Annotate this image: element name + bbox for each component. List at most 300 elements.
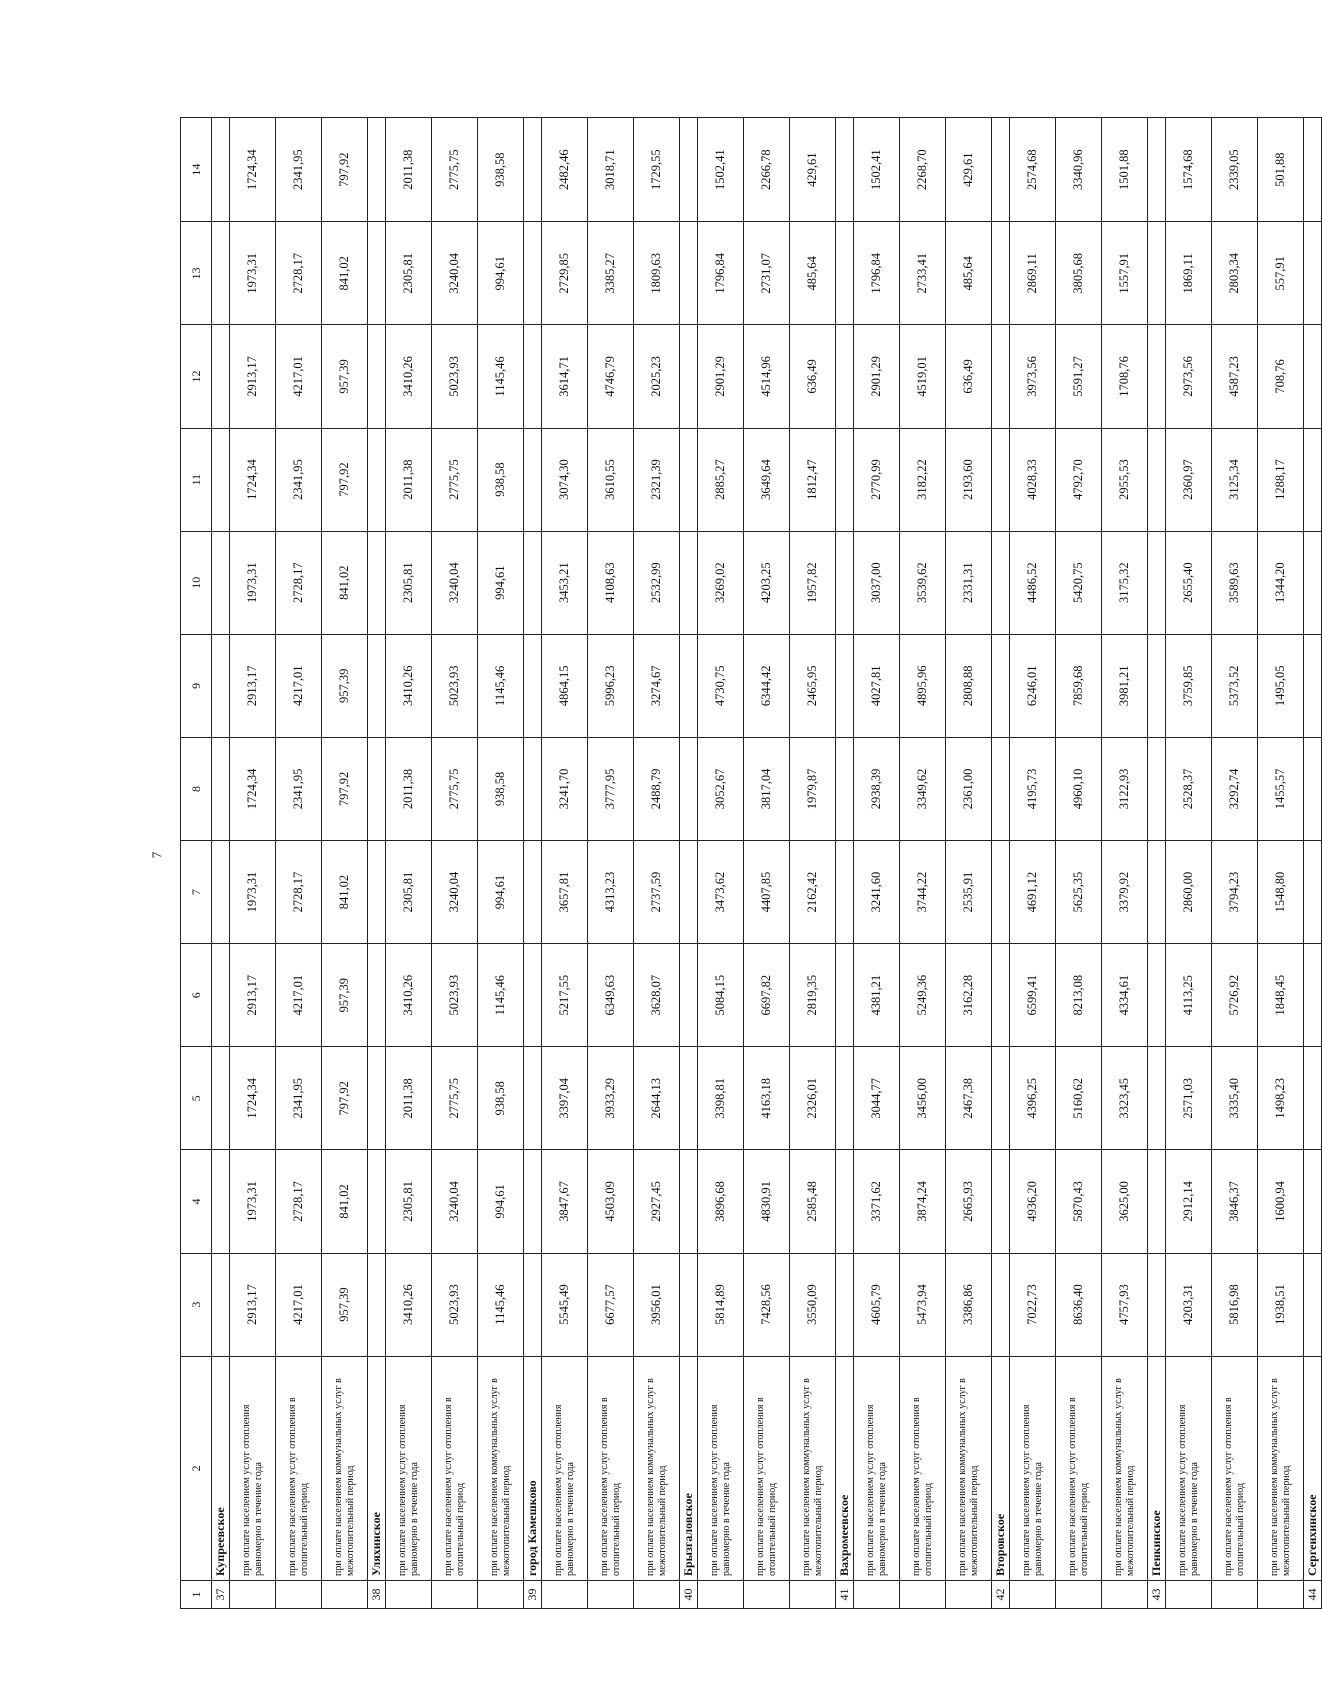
value-cell: 1848,45 bbox=[1258, 944, 1304, 1047]
value-cell: 2305,81 bbox=[386, 841, 432, 944]
column-header: 12 bbox=[181, 325, 212, 428]
value-cell: 841,02 bbox=[322, 222, 368, 325]
empty-cell bbox=[1148, 325, 1166, 428]
empty-cell bbox=[542, 1580, 588, 1608]
value-cell: 5420,75 bbox=[1056, 531, 1102, 634]
value-cell: 3335,40 bbox=[1212, 1047, 1258, 1150]
row-description: при оплате населением услуг отопления в отопительный период bbox=[432, 1356, 478, 1580]
empty-cell bbox=[836, 841, 854, 944]
value-cell: 3371,62 bbox=[854, 1150, 900, 1253]
group-row bbox=[212, 118, 230, 1609]
empty-cell bbox=[900, 1580, 946, 1608]
value-cell: 1145,46 bbox=[478, 944, 524, 1047]
value-cell: 2728,17 bbox=[276, 531, 322, 634]
value-cell: 2321,39 bbox=[634, 428, 680, 531]
value-cell: 1557,91 bbox=[1102, 222, 1148, 325]
settlement-name: Уляхинское bbox=[368, 1356, 386, 1580]
value-cell: 3874,24 bbox=[900, 1150, 946, 1253]
row-description: при оплате населением услуг отопления в отопительный период bbox=[1056, 1356, 1102, 1580]
empty-cell bbox=[1148, 428, 1166, 531]
empty-cell bbox=[1010, 1580, 1056, 1608]
value-cell: 3956,01 bbox=[634, 1253, 680, 1356]
value-cell: 5023,93 bbox=[432, 325, 478, 428]
empty-cell bbox=[680, 1253, 698, 1356]
group-number: 44 bbox=[1304, 1580, 1322, 1608]
value-cell: 5996,23 bbox=[588, 634, 634, 737]
group-row bbox=[836, 118, 854, 1609]
value-cell: 429,61 bbox=[790, 118, 836, 222]
value-cell: 4514,96 bbox=[744, 325, 790, 428]
value-cell: 4792,70 bbox=[1056, 428, 1102, 531]
value-cell: 4936,20 bbox=[1010, 1150, 1056, 1253]
value-cell: 797,92 bbox=[322, 428, 368, 531]
settlement-name: Второвское bbox=[992, 1356, 1010, 1580]
value-cell: 636,49 bbox=[790, 325, 836, 428]
empty-cell bbox=[854, 1580, 900, 1608]
empty-cell bbox=[836, 1047, 854, 1150]
value-cell: 957,39 bbox=[322, 944, 368, 1047]
value-cell: 2360,97 bbox=[1166, 428, 1212, 531]
column-header: 7 bbox=[181, 841, 212, 944]
page-number: 7 bbox=[149, 851, 164, 859]
value-cell: 841,02 bbox=[322, 841, 368, 944]
value-cell: 3240,04 bbox=[432, 531, 478, 634]
value-cell: 2775,75 bbox=[432, 1047, 478, 1150]
empty-cell bbox=[992, 222, 1010, 325]
column-header: 10 bbox=[181, 531, 212, 634]
value-cell: 2341,95 bbox=[276, 428, 322, 531]
table-row bbox=[588, 118, 634, 1609]
empty-cell bbox=[524, 944, 542, 1047]
empty-cell bbox=[992, 1150, 1010, 1253]
column-header: 14 bbox=[181, 118, 212, 222]
value-cell: 3398,81 bbox=[698, 1047, 744, 1150]
value-cell: 4027,81 bbox=[854, 634, 900, 737]
value-cell: 3973,56 bbox=[1010, 325, 1056, 428]
value-cell: 2728,17 bbox=[276, 841, 322, 944]
empty-cell bbox=[588, 1580, 634, 1608]
table-row bbox=[900, 118, 946, 1609]
value-cell: 6344,42 bbox=[744, 634, 790, 737]
row-description: при оплате населением услуг отопления равномерно в течение года bbox=[542, 1356, 588, 1580]
value-cell: 501,88 bbox=[1258, 118, 1304, 222]
empty-cell bbox=[524, 737, 542, 840]
row-description: при оплате населением услуг отопления в отопительный период bbox=[588, 1356, 634, 1580]
value-cell: 4895,96 bbox=[900, 634, 946, 737]
value-cell: 2268,70 bbox=[900, 118, 946, 222]
value-cell: 5816,98 bbox=[1212, 1253, 1258, 1356]
column-header: 9 bbox=[181, 634, 212, 737]
value-cell: 3817,04 bbox=[744, 737, 790, 840]
empty-cell bbox=[1056, 1580, 1102, 1608]
row-description: при оплате населением коммунальных услуг в межотопительный период bbox=[322, 1356, 368, 1580]
value-cell: 1796,84 bbox=[854, 222, 900, 325]
row-description: при оплате населением услуг отопления в отопительный период bbox=[900, 1356, 946, 1580]
value-cell: 1501,88 bbox=[1102, 118, 1148, 222]
tariff-table bbox=[180, 117, 1322, 1609]
value-cell: 797,92 bbox=[322, 118, 368, 222]
group-number: 43 bbox=[1148, 1580, 1166, 1608]
empty-cell bbox=[478, 1580, 524, 1608]
value-cell: 2361,00 bbox=[946, 737, 992, 840]
value-cell: 3397,04 bbox=[542, 1047, 588, 1150]
value-cell: 1145,46 bbox=[478, 1253, 524, 1356]
value-cell: 4217,01 bbox=[276, 944, 322, 1047]
value-cell: 2860,00 bbox=[1166, 841, 1212, 944]
value-cell: 1729,55 bbox=[634, 118, 680, 222]
value-cell: 2775,75 bbox=[432, 428, 478, 531]
value-cell: 1938,51 bbox=[1258, 1253, 1304, 1356]
value-cell: 2808,88 bbox=[946, 634, 992, 737]
empty-cell bbox=[368, 1253, 386, 1356]
settlement-name: Пенкинское bbox=[1148, 1356, 1166, 1580]
value-cell: 3037,00 bbox=[854, 531, 900, 634]
value-cell: 3933,29 bbox=[588, 1047, 634, 1150]
value-cell: 1724,34 bbox=[230, 737, 276, 840]
empty-cell bbox=[680, 634, 698, 737]
empty-cell bbox=[432, 1580, 478, 1608]
settlement-name: Купреевское bbox=[212, 1356, 230, 1580]
value-cell: 1344,20 bbox=[1258, 531, 1304, 634]
empty-cell bbox=[680, 325, 698, 428]
settlement-name: Брызгаловское bbox=[680, 1356, 698, 1580]
table-row bbox=[542, 118, 588, 1609]
row-description: при оплате населением коммунальных услуг в межотопительный период bbox=[790, 1356, 836, 1580]
value-cell: 3589,63 bbox=[1212, 531, 1258, 634]
column-header: 13 bbox=[181, 222, 212, 325]
empty-cell bbox=[524, 531, 542, 634]
value-cell: 994,61 bbox=[478, 222, 524, 325]
value-cell: 2025,23 bbox=[634, 325, 680, 428]
value-cell: 2011,38 bbox=[386, 118, 432, 222]
empty-cell bbox=[368, 634, 386, 737]
value-cell: 636,49 bbox=[946, 325, 992, 428]
empty-cell bbox=[368, 325, 386, 428]
group-number: 42 bbox=[992, 1580, 1010, 1608]
empty-cell bbox=[992, 325, 1010, 428]
row-description: при оплате населением услуг отопления равномерно в течение года bbox=[854, 1356, 900, 1580]
value-cell: 1455,57 bbox=[1258, 737, 1304, 840]
group-row bbox=[1148, 118, 1166, 1609]
empty-cell bbox=[524, 634, 542, 737]
empty-cell bbox=[992, 634, 1010, 737]
row-description: при оплате населением услуг отопления равномерно в течение года bbox=[698, 1356, 744, 1580]
value-cell: 3240,04 bbox=[432, 841, 478, 944]
value-cell: 994,61 bbox=[478, 1150, 524, 1253]
value-cell: 3649,64 bbox=[744, 428, 790, 531]
value-cell: 2341,95 bbox=[276, 737, 322, 840]
value-cell: 1724,34 bbox=[230, 1047, 276, 1150]
settlement-name: Сергеихинское bbox=[1304, 1356, 1322, 1580]
value-cell: 6349,63 bbox=[588, 944, 634, 1047]
value-cell: 3240,04 bbox=[432, 222, 478, 325]
value-cell: 5023,93 bbox=[432, 944, 478, 1047]
empty-cell bbox=[524, 1047, 542, 1150]
value-cell: 5473,94 bbox=[900, 1253, 946, 1356]
group-number: 37 bbox=[212, 1580, 230, 1608]
value-cell: 4757,93 bbox=[1102, 1253, 1148, 1356]
value-cell: 4108,63 bbox=[588, 531, 634, 634]
empty-cell bbox=[1304, 944, 1322, 1047]
empty-cell bbox=[524, 841, 542, 944]
empty-cell bbox=[1304, 1253, 1322, 1356]
empty-cell bbox=[276, 1580, 322, 1608]
value-cell: 4396,25 bbox=[1010, 1047, 1056, 1150]
value-cell: 5625,35 bbox=[1056, 841, 1102, 944]
empty-cell bbox=[992, 428, 1010, 531]
empty-cell bbox=[1304, 222, 1322, 325]
value-cell: 3410,26 bbox=[386, 634, 432, 737]
value-cell: 2465,95 bbox=[790, 634, 836, 737]
table-row bbox=[744, 118, 790, 1609]
value-cell: 3657,81 bbox=[542, 841, 588, 944]
value-cell: 4163,18 bbox=[744, 1047, 790, 1150]
value-cell: 2266,78 bbox=[744, 118, 790, 222]
empty-cell bbox=[212, 1047, 230, 1150]
value-cell: 7859,68 bbox=[1056, 634, 1102, 737]
value-cell: 2482,46 bbox=[542, 118, 588, 222]
empty-cell bbox=[680, 944, 698, 1047]
column-header: 11 bbox=[181, 428, 212, 531]
group-number: 39 bbox=[524, 1580, 542, 1608]
empty-cell bbox=[1148, 841, 1166, 944]
empty-cell bbox=[680, 737, 698, 840]
empty-cell bbox=[212, 737, 230, 840]
table-body bbox=[181, 118, 1322, 1609]
empty-cell bbox=[680, 1047, 698, 1150]
empty-cell bbox=[836, 118, 854, 222]
value-cell: 1809,63 bbox=[634, 222, 680, 325]
empty-cell bbox=[1304, 118, 1322, 222]
value-cell: 4313,23 bbox=[588, 841, 634, 944]
row-description: при оплате населением услуг отопления равномерно в течение года bbox=[386, 1356, 432, 1580]
value-cell: 2728,17 bbox=[276, 1150, 322, 1253]
table-row bbox=[854, 118, 900, 1609]
value-cell: 938,58 bbox=[478, 1047, 524, 1150]
table-row bbox=[1010, 118, 1056, 1609]
value-cell: 3410,26 bbox=[386, 325, 432, 428]
value-cell: 5084,15 bbox=[698, 944, 744, 1047]
value-cell: 1502,41 bbox=[698, 118, 744, 222]
value-cell: 1796,84 bbox=[698, 222, 744, 325]
value-cell: 3981,21 bbox=[1102, 634, 1148, 737]
group-row bbox=[524, 118, 542, 1609]
row-description: при оплате населением услуг отопления в отопительный период bbox=[744, 1356, 790, 1580]
value-cell: 5870,43 bbox=[1056, 1150, 1102, 1253]
empty-cell bbox=[212, 118, 230, 222]
empty-cell bbox=[524, 222, 542, 325]
value-cell: 4113,25 bbox=[1166, 944, 1212, 1047]
value-cell: 3539,62 bbox=[900, 531, 946, 634]
group-number: 38 bbox=[368, 1580, 386, 1608]
value-cell: 1145,46 bbox=[478, 634, 524, 737]
value-cell: 3386,86 bbox=[946, 1253, 992, 1356]
table-row bbox=[276, 118, 322, 1609]
value-cell: 2775,75 bbox=[432, 118, 478, 222]
row-description: при оплате населением услуг отопления равномерно в течение года bbox=[1010, 1356, 1056, 1580]
empty-cell bbox=[212, 1253, 230, 1356]
value-cell: 2955,53 bbox=[1102, 428, 1148, 531]
empty-cell bbox=[836, 944, 854, 1047]
value-cell: 3794,23 bbox=[1212, 841, 1258, 944]
value-cell: 3625,00 bbox=[1102, 1150, 1148, 1253]
value-cell: 708,76 bbox=[1258, 325, 1304, 428]
value-cell: 2162,42 bbox=[790, 841, 836, 944]
empty-cell bbox=[524, 1253, 542, 1356]
value-cell: 1973,31 bbox=[230, 531, 276, 634]
value-cell: 1812,47 bbox=[790, 428, 836, 531]
value-cell: 1973,31 bbox=[230, 222, 276, 325]
value-cell: 2571,03 bbox=[1166, 1047, 1212, 1150]
settlement-name: Вахромеевское bbox=[836, 1356, 854, 1580]
empty-cell bbox=[1148, 222, 1166, 325]
column-header: 3 bbox=[181, 1253, 212, 1356]
value-cell: 5217,55 bbox=[542, 944, 588, 1047]
settlement-name: город Камешково bbox=[524, 1356, 542, 1580]
value-cell: 8636,40 bbox=[1056, 1253, 1102, 1356]
column-header: 6 bbox=[181, 944, 212, 1047]
value-cell: 2341,95 bbox=[276, 118, 322, 222]
value-cell: 2326,01 bbox=[790, 1047, 836, 1150]
empty-cell bbox=[212, 428, 230, 531]
table-row bbox=[1212, 118, 1258, 1609]
value-cell: 4334,61 bbox=[1102, 944, 1148, 1047]
value-cell: 6599,41 bbox=[1010, 944, 1056, 1047]
value-cell: 2901,29 bbox=[854, 325, 900, 428]
empty-cell bbox=[992, 1253, 1010, 1356]
value-cell: 2912,14 bbox=[1166, 1150, 1212, 1253]
value-cell: 3175,32 bbox=[1102, 531, 1148, 634]
value-cell: 1145,46 bbox=[478, 325, 524, 428]
value-cell: 2938,39 bbox=[854, 737, 900, 840]
table-row bbox=[1102, 118, 1148, 1609]
value-cell: 5249,36 bbox=[900, 944, 946, 1047]
empty-cell bbox=[1304, 841, 1322, 944]
empty-cell bbox=[368, 841, 386, 944]
value-cell: 2803,34 bbox=[1212, 222, 1258, 325]
empty-cell bbox=[1304, 737, 1322, 840]
table-row bbox=[230, 118, 276, 1609]
value-cell: 938,58 bbox=[478, 737, 524, 840]
empty-cell bbox=[992, 737, 1010, 840]
value-cell: 3805,68 bbox=[1056, 222, 1102, 325]
value-cell: 2869,11 bbox=[1010, 222, 1056, 325]
value-cell: 3274,67 bbox=[634, 634, 680, 737]
group-row bbox=[992, 118, 1010, 1609]
value-cell: 429,61 bbox=[946, 118, 992, 222]
value-cell: 2665,93 bbox=[946, 1150, 992, 1253]
value-cell: 2305,81 bbox=[386, 222, 432, 325]
value-cell: 2770,99 bbox=[854, 428, 900, 531]
empty-cell bbox=[680, 531, 698, 634]
value-cell: 3241,70 bbox=[542, 737, 588, 840]
value-cell: 4407,85 bbox=[744, 841, 790, 944]
value-cell: 3292,74 bbox=[1212, 737, 1258, 840]
value-cell: 5023,93 bbox=[432, 634, 478, 737]
row-description: при оплате населением услуг отопления равномерно в течение года bbox=[1166, 1356, 1212, 1580]
value-cell: 2341,95 bbox=[276, 1047, 322, 1150]
value-cell: 6677,57 bbox=[588, 1253, 634, 1356]
value-cell: 957,39 bbox=[322, 634, 368, 737]
value-cell: 3614,71 bbox=[542, 325, 588, 428]
value-cell: 3044,77 bbox=[854, 1047, 900, 1150]
value-cell: 3847,67 bbox=[542, 1150, 588, 1253]
value-cell: 994,61 bbox=[478, 531, 524, 634]
empty-cell bbox=[634, 1580, 680, 1608]
value-cell: 2731,07 bbox=[744, 222, 790, 325]
group-row bbox=[368, 118, 386, 1609]
value-cell: 2901,29 bbox=[698, 325, 744, 428]
value-cell: 841,02 bbox=[322, 1150, 368, 1253]
value-cell: 4960,10 bbox=[1056, 737, 1102, 840]
value-cell: 2331,31 bbox=[946, 531, 992, 634]
empty-cell bbox=[790, 1580, 836, 1608]
value-cell: 5726,92 bbox=[1212, 944, 1258, 1047]
empty-cell bbox=[322, 1580, 368, 1608]
value-cell: 1495,05 bbox=[1258, 634, 1304, 737]
value-cell: 2011,38 bbox=[386, 428, 432, 531]
value-cell: 2927,45 bbox=[634, 1150, 680, 1253]
empty-cell bbox=[524, 428, 542, 531]
value-cell: 4605,79 bbox=[854, 1253, 900, 1356]
empty-cell bbox=[1148, 118, 1166, 222]
empty-cell bbox=[1148, 1150, 1166, 1253]
value-cell: 5545,49 bbox=[542, 1253, 588, 1356]
row-description: при оплате населением коммунальных услуг в межотопительный период bbox=[634, 1356, 680, 1580]
value-cell: 2729,85 bbox=[542, 222, 588, 325]
row-description: при оплате населением услуг отопления равномерно в течение года bbox=[230, 1356, 276, 1580]
value-cell: 4503,09 bbox=[588, 1150, 634, 1253]
empty-cell bbox=[992, 531, 1010, 634]
value-cell: 2775,75 bbox=[432, 737, 478, 840]
column-header: 2 bbox=[181, 1356, 212, 1580]
value-cell: 3052,67 bbox=[698, 737, 744, 840]
value-cell: 2585,48 bbox=[790, 1150, 836, 1253]
empty-cell bbox=[368, 737, 386, 840]
value-cell: 1600,94 bbox=[1258, 1150, 1304, 1253]
value-cell: 4691,12 bbox=[1010, 841, 1056, 944]
empty-cell bbox=[368, 1047, 386, 1150]
empty-cell bbox=[992, 944, 1010, 1047]
value-cell: 3269,02 bbox=[698, 531, 744, 634]
empty-cell bbox=[1148, 944, 1166, 1047]
table-row bbox=[478, 118, 524, 1609]
value-cell: 6697,82 bbox=[744, 944, 790, 1047]
empty-cell bbox=[836, 325, 854, 428]
empty-cell bbox=[680, 428, 698, 531]
empty-cell bbox=[1304, 1150, 1322, 1253]
table-row bbox=[1166, 118, 1212, 1609]
value-cell: 3777,95 bbox=[588, 737, 634, 840]
value-cell: 5814,89 bbox=[698, 1253, 744, 1356]
empty-cell bbox=[212, 634, 230, 737]
empty-cell bbox=[1148, 531, 1166, 634]
value-cell: 2339,05 bbox=[1212, 118, 1258, 222]
empty-cell bbox=[368, 531, 386, 634]
value-cell: 797,92 bbox=[322, 1047, 368, 1150]
group-row bbox=[1304, 118, 1322, 1609]
value-cell: 3122,93 bbox=[1102, 737, 1148, 840]
empty-cell bbox=[212, 325, 230, 428]
empty-cell bbox=[698, 1580, 744, 1608]
value-cell: 4864,15 bbox=[542, 634, 588, 737]
value-cell: 938,58 bbox=[478, 428, 524, 531]
empty-cell bbox=[1304, 325, 1322, 428]
value-cell: 2737,59 bbox=[634, 841, 680, 944]
empty-cell bbox=[992, 118, 1010, 222]
empty-cell bbox=[212, 841, 230, 944]
empty-cell bbox=[680, 841, 698, 944]
